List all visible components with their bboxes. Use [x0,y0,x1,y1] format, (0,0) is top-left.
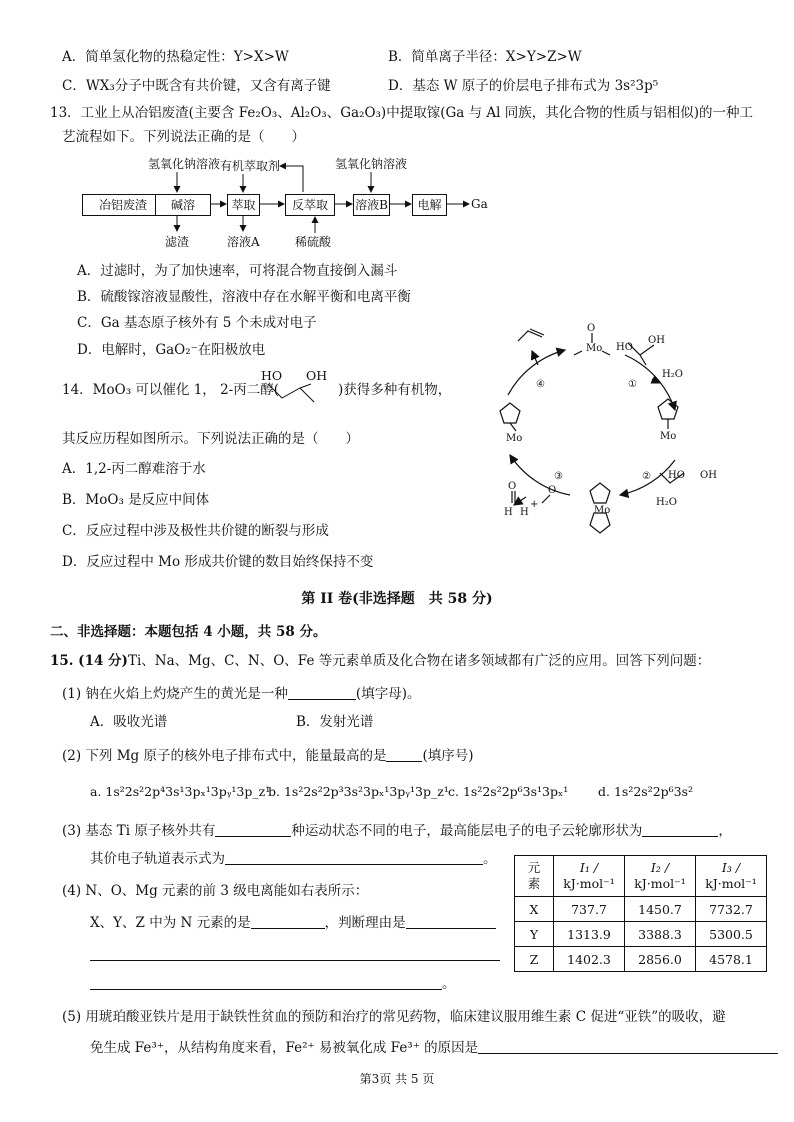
ionization-energy-table [514,855,767,972]
q15-p5-text: 免生成 Fe³⁺，从结构角度来看，Fe²⁺ 易被氧化成 Fe³⁺ 的原因是 [90,1040,479,1056]
q15-p2-config-b: b. 1s²2s²2p³3s²3pₓ¹3pᵧ¹3p_z¹ [268,784,449,799]
page-footer: 第3页 共 5 页 [359,1072,435,1086]
cycle-plus: + [530,499,539,510]
cycle-step2: ② [642,471,651,482]
cycle-mo-top: Mo [586,343,603,354]
cycle-mo-bottom: Mo [594,505,611,516]
q15-p2-text: (2) 下列 Mg 原子的核外电子排布式中，能量最高的是 [62,748,387,764]
cycle-o-product2: O [548,485,557,496]
answer-blank-p4-reason-cont[interactable] [90,975,442,990]
answer-blank-p3-shape[interactable] [642,822,718,837]
q14-option-d: D．反应过程中 Mo 形成共价键的数目始终保持不变 [62,554,374,570]
q15-p3-text3: 其价电子轨道表示式为 [90,851,225,867]
q14-option-a: A．1,2-丙二醇难溶于水 [62,461,206,477]
cycle-ho-top: HO [616,342,633,353]
q15-p3-text1: (3) 基态 Ti 原子核外共有 [62,823,216,839]
q14-stem-line1b: )获得多种有机物， [338,382,452,398]
cycle-step1: ① [628,379,637,390]
flow-label-residue: 滤渣 [165,235,190,249]
q15-p1-option-b: B．发射光谱 [296,714,374,730]
mol-label-ho: HO [261,368,283,383]
q15-p3-comma: ， [718,823,732,839]
cell-element: Z [515,947,554,972]
flow-box-back-extract: 反萃取 [285,194,335,216]
q15-stem [50,652,710,670]
flow-box-solution-b: 溶液B [353,194,390,216]
q14-option-b: B．MoO₃ 是反应中间体 [62,492,210,508]
table-row [515,922,767,947]
answer-blank-p2[interactable] [386,747,422,762]
section-title: 第 II 卷(非选择题 共 58 分) [301,591,493,607]
cycle-h2o-2: H₂O [656,497,677,508]
q13-stem-line2: 艺流程如下。下列说法正确的是（ ） [62,129,305,145]
flow-box-extract: 萃取 [227,194,260,216]
cell-i2: 2856.0 [625,947,696,972]
q15-p2-config-c: c. 1s²2s²2p⁶3s¹3pₓ¹ [448,784,569,799]
cell-i1: 1313.9 [554,922,625,947]
q13-option-d: D．电解时，GaO₂⁻在阳极放电 [77,342,266,358]
q15-p2-config-a: a. 1s²2s²2p⁴3s¹3pₓ¹3pᵧ¹3p_z¹ [90,784,271,799]
q12-option-a: A．简单氢化物的热稳定性：Y>X>W [62,49,289,65]
cycle-h-product1: H [504,507,513,518]
cycle-mo-left: Mo [506,433,523,444]
q13-stem-line1: 13．工业上从冶铝废渣(主要含 Fe₂O₃、Al₂O₃、Ga₂O₃)中提取镓(Ga 与 Al 同族，其化合物的性质与铝相似)的一种工 [50,105,754,121]
flow-label-solution-a: 溶液A [227,235,260,249]
q15-part1 [62,685,420,703]
section-heading: 二、非选择题：本题包括 4 小题，共 58 分。 [50,624,327,640]
q15-p3-text2: 种运动状态不同的电子，最高能层电子的电子云轮廓形状为 [291,823,643,839]
header-i3: I₃ / kJ·mol⁻¹ [696,856,767,897]
q15-p2-config-d: d. 1s²2s²2p⁶3s² [598,784,694,799]
q12-option-d: D．基态 W 原子的价层电子排布式为 3s²3p⁵ [388,78,659,94]
q15-number: 15. (14 分) [50,653,128,669]
table-header-row [515,856,767,897]
flow-label-h2so4: 稀硫酸 [295,235,332,249]
q15-p1-text: (1) 钠在火焰上灼烧产生的黄光是一种 [62,686,288,702]
q13-option-c: C．Ga 基态原子核外有 5 个未成对电子 [77,315,317,331]
answer-blank-p3-orbital[interactable] [225,850,483,865]
cell-i2: 1450.7 [625,897,696,922]
q15-part5-line2 [90,1039,778,1057]
flow-product-ga: Ga [471,197,488,211]
q15-p4-period: 。 [442,976,456,992]
cell-element: X [515,897,554,922]
q15-part3-line2 [90,850,497,868]
cell-i3: 7732.7 [696,897,767,922]
header-element: 元 素 [515,856,554,897]
cycle-o-product1: O [508,481,517,492]
q15-part4: (4) N、O、Mg 元素的前 3 级电离能如右表所示： [62,883,369,899]
cycle-step3: ③ [554,471,563,482]
header-i2: I₂ / kJ·mol⁻¹ [625,856,696,897]
q15-part4-line2 [90,914,496,932]
flow-box-electrolysis: 电解 [412,194,447,216]
cycle-h2o-1: H₂O [662,369,683,380]
q13-option-a: A．过滤时，为了加快速率，可将混合物直接倒入漏斗 [77,263,398,279]
flow-box-dissolve: 碱溶 [155,194,211,216]
cell-i3: 5300.5 [696,922,767,947]
q15-p1-tail: (填字母)。 [355,686,421,702]
cycle-oh-top: OH [648,335,665,346]
cycle-h2-product1: H [520,507,529,518]
cell-i3: 4578.1 [696,947,767,972]
q12-option-b: B．简单离子半径：X>Y>Z>W [388,49,582,65]
q15-p4-text1: X、Y、Z 中为 N 元素的是 [90,915,251,931]
q15-p4-text2: ，判断理由是 [324,915,406,931]
q15-p2-tail: (填序号) [422,748,474,764]
q14-stem-line2: 其反应历程如图所示。下列说法正确的是（ ） [62,431,359,447]
q15-part3 [62,822,732,840]
flow-label-organic: 有机萃取剂 [220,159,281,173]
q12-option-c: C．WX₃分子中既含有共价键，又含有离子键 [62,78,331,94]
q15-part2 [62,747,474,765]
cycle-ho-right: HO [668,470,685,481]
cell-i1: 1402.3 [554,947,625,972]
answer-blank-p5[interactable] [478,1039,778,1054]
q13-option-b: B．硫酸镓溶液显酸性，溶液中存在水解平衡和电离平衡 [77,289,411,305]
flowchart-arrows [0,0,794,260]
flow-label-naoh-1: 氢氧化钠溶液 [148,157,221,171]
cycle-drawing [470,315,720,540]
q15-part5-line1: (5) 用琥珀酸亚铁片是用于缺铁性贫血的预防和治疗的常见药物，临床建议服用维生素 C 促进“亚铁”的吸收，避 [62,1009,726,1025]
answer-blank-p3-count[interactable] [215,822,291,837]
answer-line-p4-2[interactable] [90,960,500,961]
flow-box-waste: 冶铝废渣 [82,194,164,216]
q15-part4-line3 [90,975,456,993]
cycle-oh-right: OH [700,470,717,481]
mol-label-oh: OH [306,368,328,383]
q15-stem-text: Ti、Na、Mg、C、N、O、Fe 等元素单质及化合物在诸多领域都有广泛的应用。回答下列问题： [127,653,711,669]
q14-stem-line1a: 14．MoO₃ 可以催化 1， 2-丙二醇( [62,382,279,398]
flow-label-naoh-2: 氢氧化钠溶液 [335,157,408,171]
mol-skeleton [260,380,340,410]
cell-i2: 3388.3 [625,922,696,947]
table-row [515,947,767,972]
q15-p1-option-a: A．吸收光谱 [90,714,168,730]
cycle-step4: ④ [536,379,545,390]
header-i1: I₁ / kJ·mol⁻¹ [554,856,625,897]
table-row [515,897,767,922]
answer-blank-p4-reason[interactable] [406,914,496,929]
cycle-o-top: O [587,323,596,334]
answer-blank-p4-element[interactable] [251,914,325,929]
q15-p3-period: 。 [483,851,497,867]
answer-blank-p1[interactable] [288,685,356,700]
cycle-mo-right: Mo [660,431,677,442]
q14-option-c: C．反应过程中涉及极性共价键的断裂与形成 [62,523,329,539]
cell-i1: 737.7 [554,897,625,922]
cell-element: Y [515,922,554,947]
